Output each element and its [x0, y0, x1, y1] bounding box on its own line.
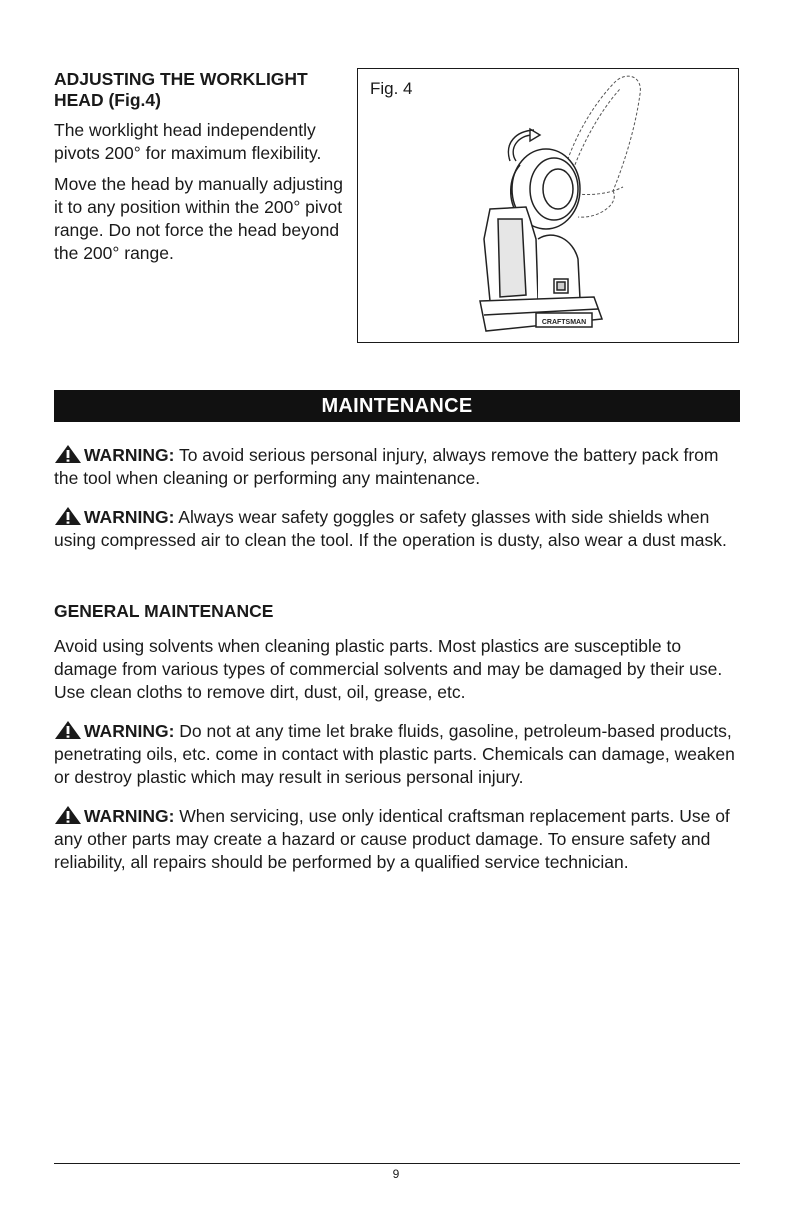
- warning-goggles: [54, 506, 740, 552]
- warning-battery: [54, 444, 740, 490]
- footer-divider: [54, 1163, 740, 1164]
- warning-servicing: [54, 805, 740, 874]
- general-maintenance-heading: GENERAL MAINTENANCE: [54, 601, 274, 621]
- warning-goggles-text: Always wear safety goggles or safety glasses with side shields when using compressed air to clean the tool. If the operation is dusty, also wear a dust mask.: [54, 507, 727, 550]
- warning-chemicals: [54, 720, 740, 789]
- brand-label: CRAFTSMAN: [541, 319, 587, 326]
- warning-triangle-icon: [54, 506, 82, 526]
- adjusting-heading-line2: HEAD (Fig.4): [54, 90, 161, 110]
- figure-4-box: [357, 68, 739, 343]
- maintenance-banner: MAINTENANCE: [54, 390, 740, 422]
- warning-battery-text: To avoid serious personal injury, always remove the battery pack from the tool when cleaning or performing any maintenance.: [54, 445, 719, 488]
- warning-label: WARNING:: [84, 445, 175, 465]
- figure-label: Fig. 4: [370, 79, 413, 98]
- adjusting-heading: [54, 69, 350, 111]
- warning-triangle-icon: [54, 720, 82, 740]
- adjusting-paragraph-2: Move the head by manually adjusting it to any position within the 200° pivot range. Do not force the head beyond the 200° range.: [54, 174, 343, 263]
- warning-servicing-text: When servicing, use only identical craftsman replacement parts. Use of any other parts may create a hazard or cause product damage. To ensure safety and reliability, all repairs should be performed by a qualified service technician.: [54, 806, 730, 872]
- warning-triangle-icon: [54, 444, 82, 464]
- adjusting-section: [54, 69, 350, 273]
- warning-chemicals-text: Do not at any time let brake fluids, gasoline, petroleum-based products, penetrating oils, etc. come in contact with plastic parts. Chemicals can damage, weaken or destroy plastic which may result in serious personal injury.: [54, 721, 735, 787]
- warning-label: WARNING:: [84, 507, 175, 527]
- warning-label: WARNING:: [84, 721, 175, 741]
- adjusting-paragraph-1: The worklight head independently pivots 200° for maximum flexibility.: [54, 120, 322, 163]
- warning-triangle-icon: [54, 805, 82, 825]
- warning-label: WARNING:: [84, 806, 175, 826]
- general-maintenance-body: Avoid using solvents when cleaning plastic parts. Most plastics are susceptible to damage from various types of commercial solvents and may be damaged by their use. Use clean cloths to remove dirt, dust, oil, grease, etc.: [54, 636, 723, 702]
- adjusting-heading-line1: ADJUSTING THE WORKLIGHT: [54, 69, 308, 89]
- page-number: 9: [392, 1167, 400, 1181]
- worklight-illustration: [358, 69, 740, 344]
